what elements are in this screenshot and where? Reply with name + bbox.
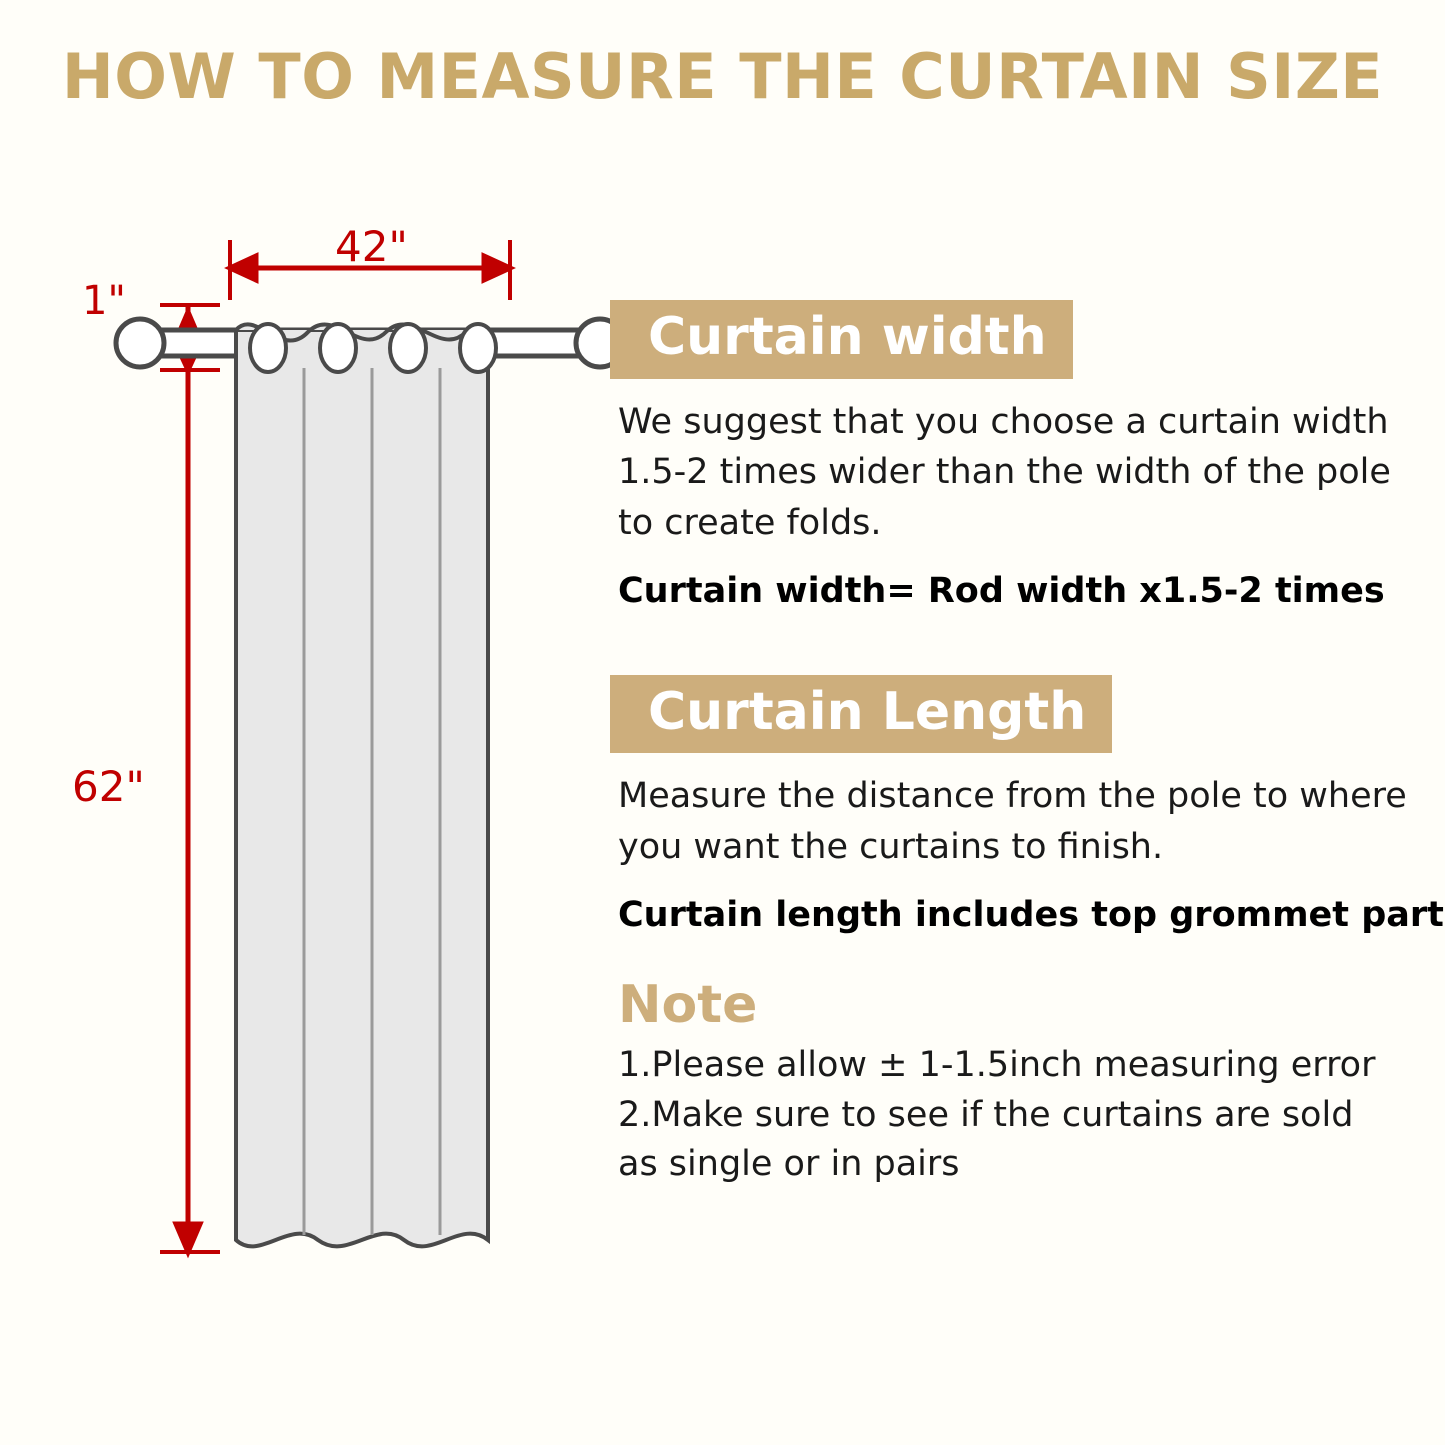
content-column <box>610 300 1444 1190</box>
section-body-curtain-width: We suggest that you choose a curtain width 1.5-2 times wider than the width of the pole to create folds. <box>618 401 1391 544</box>
section-heading-curtain-width: Curtain width <box>610 300 1073 379</box>
section-heading-curtain-length: Curtain Length <box>610 675 1112 754</box>
grommet-dimension-label: 1" <box>82 278 126 324</box>
section-formula-curtain-length: Curtain length includes top grommet part <box>618 894 1444 935</box>
length-dimension-label: 62" <box>72 762 145 811</box>
page-title: HOW TO MEASURE THE CURTAIN SIZE <box>61 40 1384 113</box>
curtain-diagram-svg <box>60 200 620 1320</box>
note-line-2: 2.Make sure to see if the curtains are sold <box>618 1094 1354 1135</box>
section-formula-curtain-width: Curtain width= Rod width x1.5-2 times <box>618 570 1385 611</box>
note-heading: Note <box>618 974 758 1035</box>
note-line-3: as single or in pairs <box>618 1144 960 1185</box>
curtain-diagram <box>60 200 620 1320</box>
section-body-curtain-length: Measure the distance from the pole to where you want the curtains to finish. <box>618 776 1407 868</box>
width-dimension-label: 42" <box>335 222 408 271</box>
note-line-1: 1.Please allow ± 1-1.5inch measuring error <box>618 1044 1376 1085</box>
